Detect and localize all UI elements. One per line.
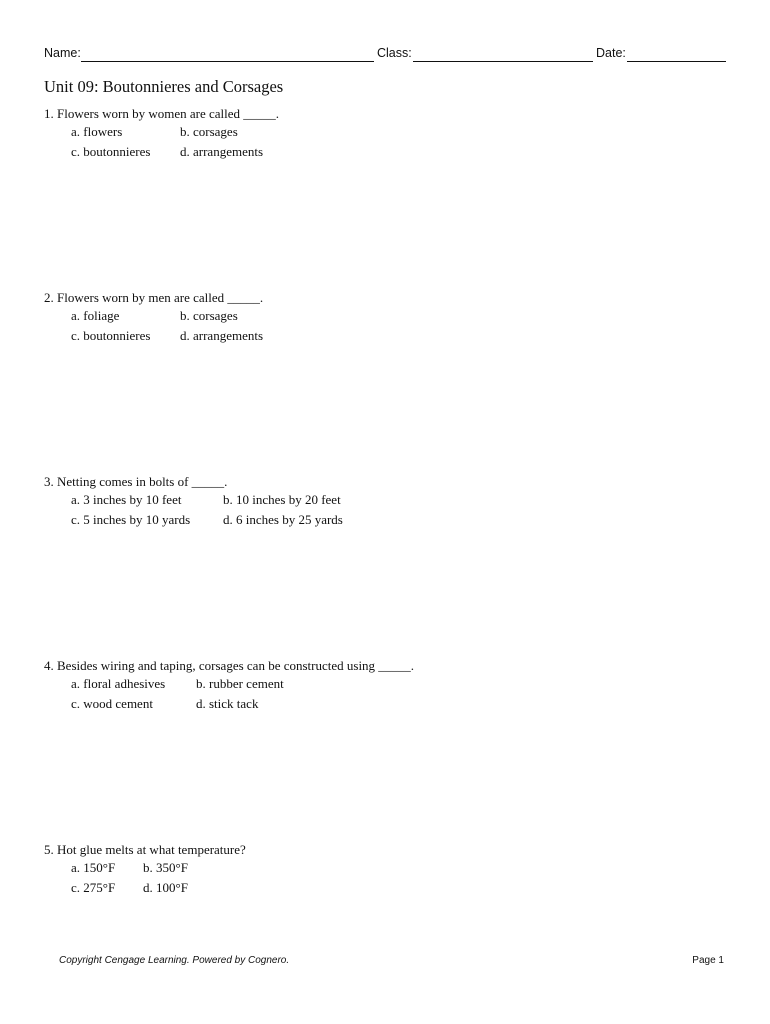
class-label: Class: xyxy=(377,46,412,60)
option-a: a. floral adhesives xyxy=(71,676,166,691)
question-5 xyxy=(44,841,734,899)
option-d: d. arrangements xyxy=(180,144,264,159)
option-a: a. foliage xyxy=(71,308,120,323)
question-text: 3. Netting comes in bolts of _____. xyxy=(44,474,228,489)
option-b: b. corsages xyxy=(180,308,238,323)
option-c: c. boutonnieres xyxy=(71,328,151,343)
page-number: Page 1 xyxy=(692,955,724,966)
copyright-text: Copyright Cengage Learning. Powered by Cognero. xyxy=(59,955,290,966)
options-row xyxy=(44,143,734,163)
question-text: 5. Hot glue melts at what temperature? xyxy=(44,842,246,857)
question-text: 1. Flowers worn by women are called _____. xyxy=(44,106,280,121)
class-field-line[interactable] xyxy=(413,61,593,62)
options-row xyxy=(44,491,734,511)
options-row xyxy=(44,675,734,695)
options-row xyxy=(44,123,734,143)
date-field-line[interactable] xyxy=(627,61,726,62)
option-b: b. corsages xyxy=(180,124,238,139)
option-b: b. 350°F xyxy=(143,860,188,875)
option-a: a. flowers xyxy=(71,124,123,139)
option-c: c. 5 inches by 10 yards xyxy=(71,512,191,527)
option-c: c. 275°F xyxy=(71,880,116,895)
option-a: a. 3 inches by 10 feet xyxy=(71,492,182,507)
name-label: Name: xyxy=(44,46,81,60)
options-row xyxy=(44,879,734,899)
options-row xyxy=(44,695,734,715)
options-row xyxy=(44,859,734,879)
options-row xyxy=(44,327,734,347)
option-d: d. 6 inches by 25 yards xyxy=(223,512,343,527)
option-c: c. wood cement xyxy=(71,696,153,711)
date-label: Date: xyxy=(596,46,626,60)
question-2 xyxy=(44,289,734,347)
option-d: d. arrangements xyxy=(180,328,264,343)
option-a: a. 150°F xyxy=(71,860,116,875)
question-text: 4. Besides wiring and taping, corsages can be constructed using _____. xyxy=(44,658,415,673)
page-title: Unit 09: Boutonnieres and Corsages xyxy=(44,77,284,96)
question-text: 2. Flowers worn by men are called _____. xyxy=(44,290,264,305)
options-row xyxy=(44,511,734,531)
option-d: d. 100°F xyxy=(143,880,188,895)
question-1 xyxy=(44,105,734,163)
question-3 xyxy=(44,473,734,531)
student-info-header xyxy=(44,45,726,63)
options-row xyxy=(44,307,734,327)
option-b: b. rubber cement xyxy=(196,676,284,691)
option-d: d. stick tack xyxy=(196,696,259,711)
name-field-line[interactable] xyxy=(81,61,374,62)
option-b: b. 10 inches by 20 feet xyxy=(223,492,341,507)
option-c: c. boutonnieres xyxy=(71,144,151,159)
question-4 xyxy=(44,657,734,715)
